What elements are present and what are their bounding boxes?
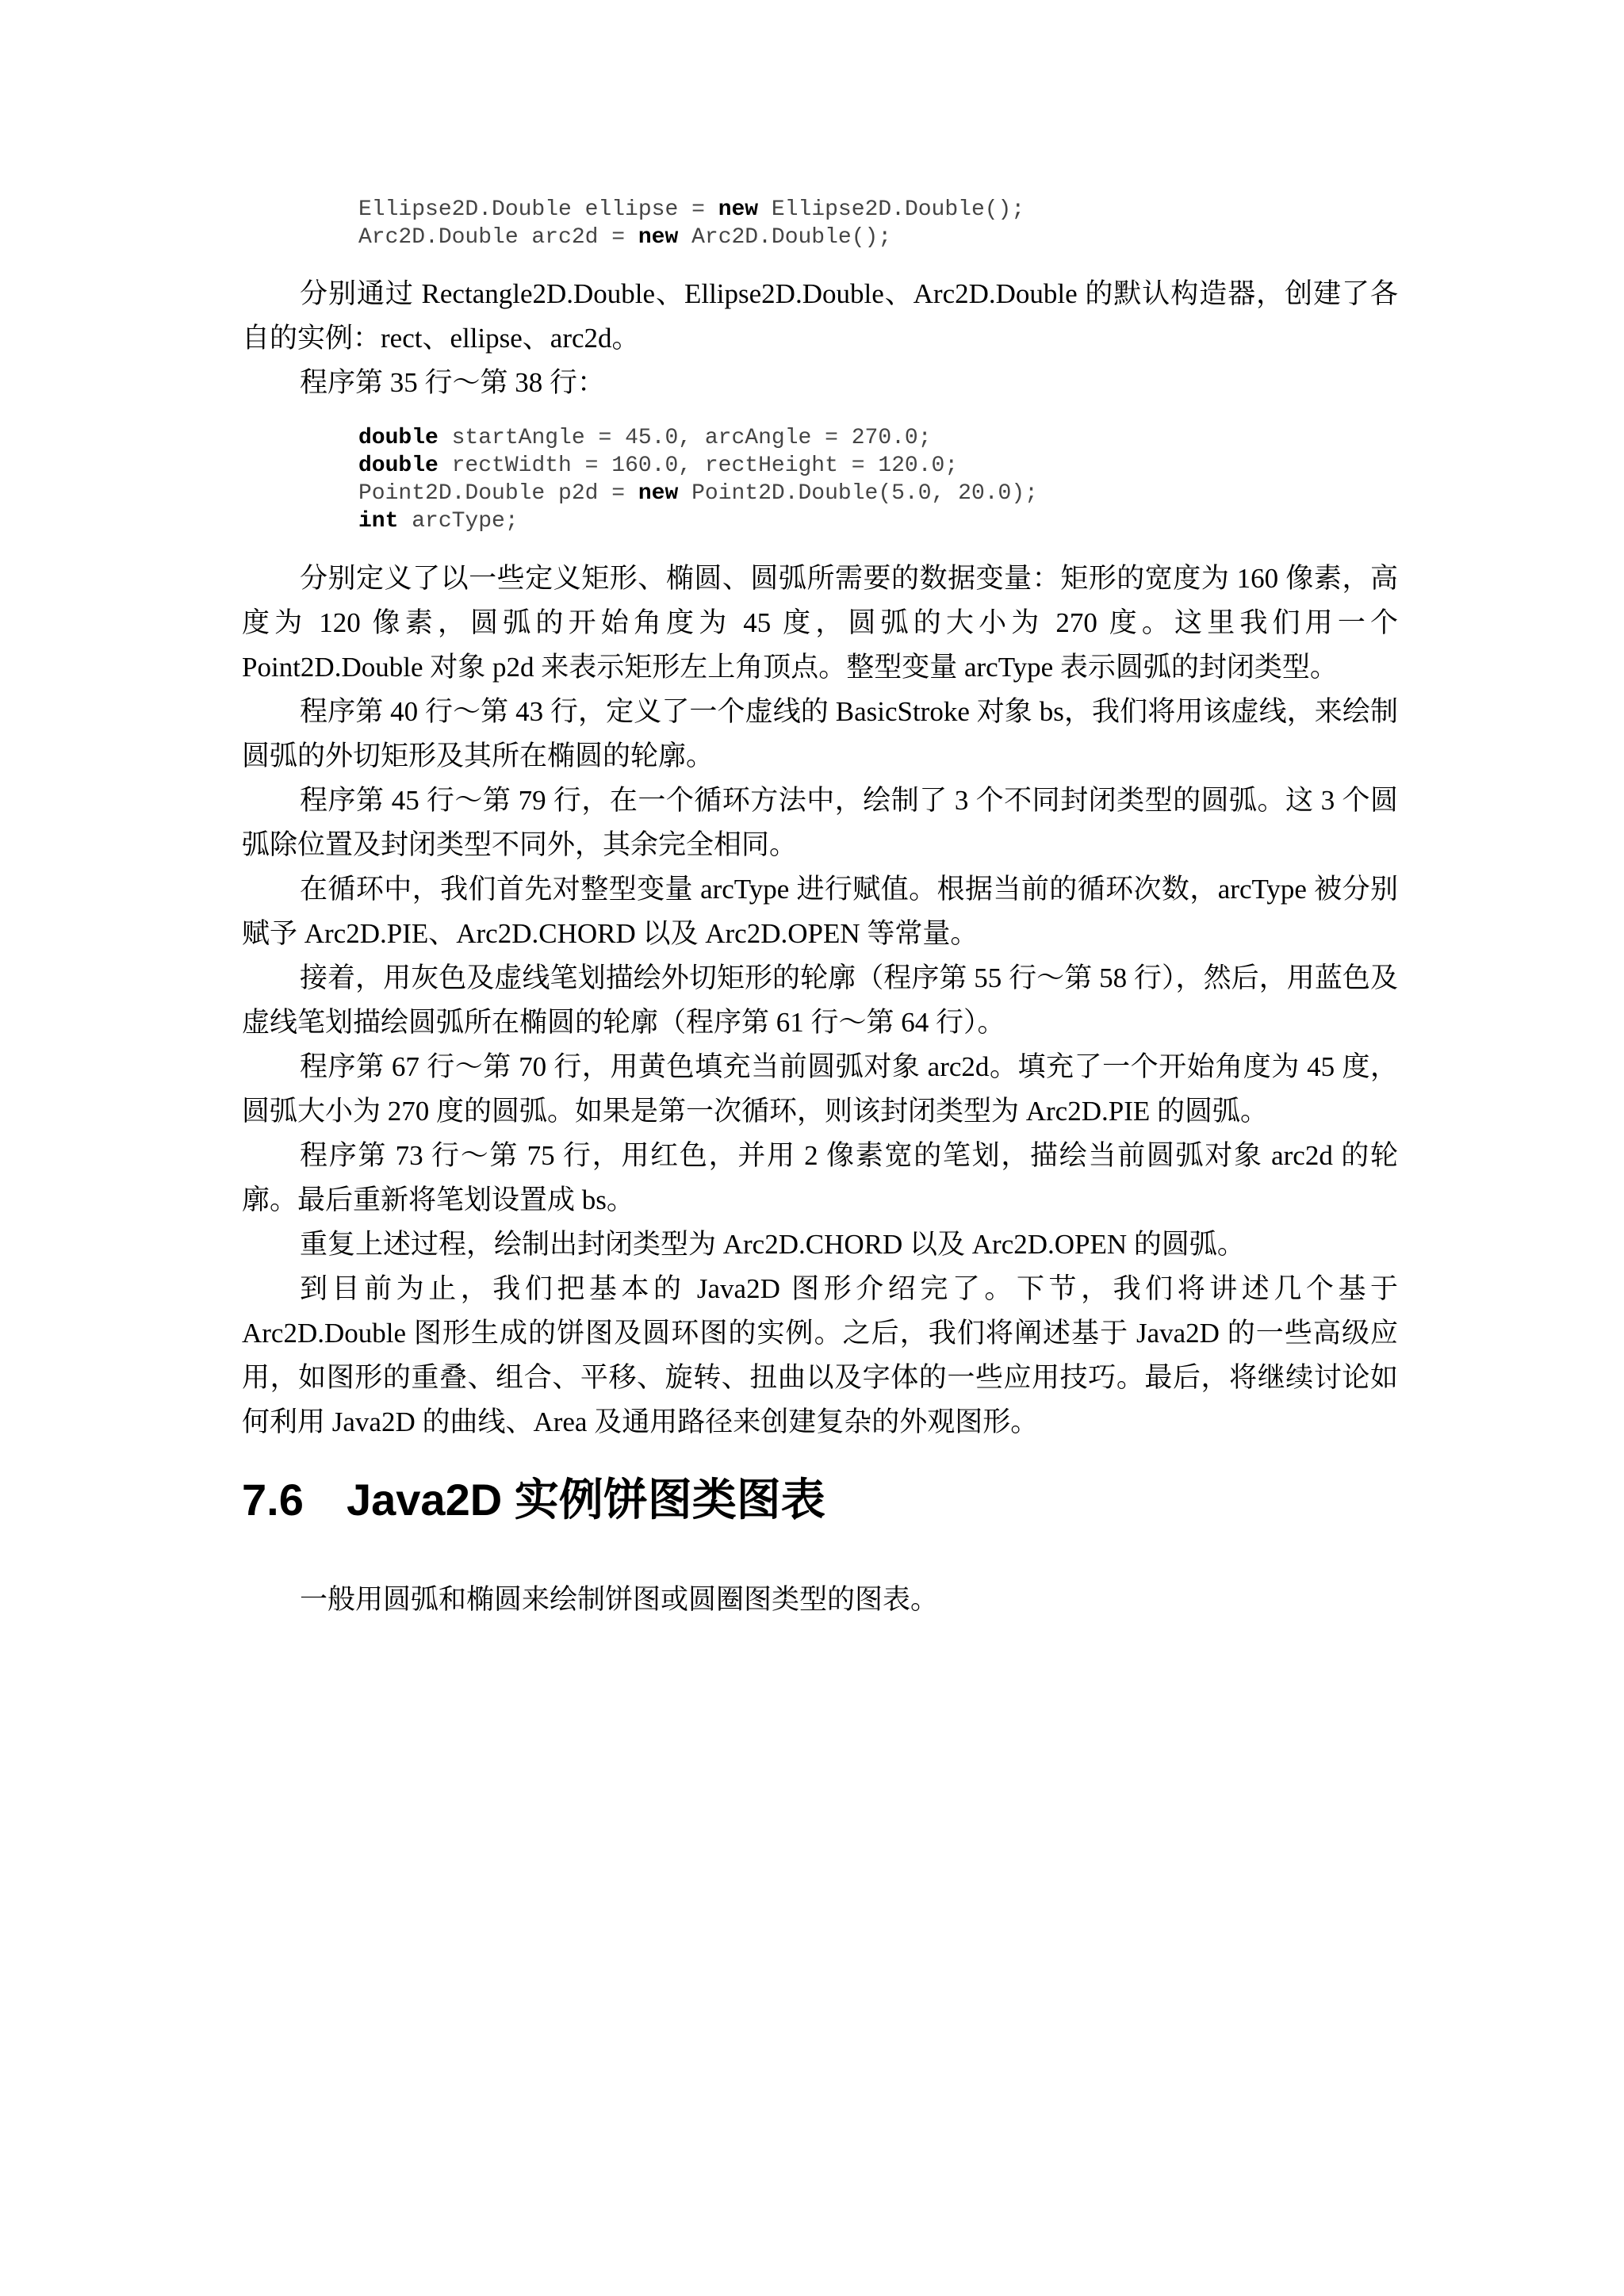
- section-title-text: Java2D 实例饼图类图表: [347, 1475, 825, 1525]
- paragraph: 分别定义了以一些定义矩形、椭圆、圆弧所需要的数据变量：矩形的宽度为 160 像素，高度为 120 像素，圆弧的开始角度为 45 度，圆弧的大小为 270 度。这里我们用一个 Point2D.Double 对象 p2d 来表示矩形左上角顶点。整型变量 arcType 表示圆弧的封闭类型。: [242, 563, 1398, 683]
- code-keyword: double: [358, 426, 439, 450]
- paragraph: 到目前为止，我们把基本的 Java2D 图形介绍完了。下节，我们将讲述几个基于 Arc2D.Double 图形生成的饼图及圆环图的实例。之后，我们将阐述基于 Java2D 的一些高级应用，如图形的重叠、组合、平移、旋转、扭曲以及字体的一些应用技巧。最后，将继续讨论如何利用 Java2D 的曲线、Area 及通用路径来创建复杂的外观图形。: [242, 1273, 1398, 1437]
- body-text-1: [242, 272, 1398, 405]
- code-block-variables: [358, 424, 1038, 535]
- section-intro: 一般用圆弧和椭圆来绘制饼图或圆圈图类型的图表。: [300, 1584, 939, 1615]
- code-keyword: int: [358, 509, 399, 534]
- code-keyword: new: [638, 225, 679, 250]
- code-line: Ellipse2D.Double ellipse = new Ellipse2D.Double();: [358, 197, 1025, 222]
- section-number: 7.6: [242, 1475, 304, 1525]
- code-keyword: new: [638, 481, 679, 506]
- code-line: int arcType;: [358, 509, 519, 534]
- body-text-2: [242, 557, 1398, 1445]
- paragraph: 程序第 67 行～第 70 行，用黄色填充当前圆弧对象 arc2d。填充了一个开始角度为 45 度，圆弧大小为 270 度的圆弧。如果是第一次循环，则该封闭类型为 Arc2D.PIE 的圆弧。: [242, 1051, 1398, 1127]
- code-line: Arc2D.Double arc2d = new Arc2D.Double();: [358, 225, 892, 250]
- paragraph: 在循环中，我们首先对整型变量 arcType 进行赋值。根据当前的循环次数，arcType 被分别赋予 Arc2D.PIE、Arc2D.CHORD 以及 Arc2D.OPEN 等常量。: [242, 874, 1398, 949]
- code-line: Point2D.Double p2d = new Point2D.Double(5.0, 20.0);: [358, 481, 1038, 506]
- code-line: double rectWidth = 160.0, rectHeight = 120.0;: [358, 453, 959, 478]
- paragraph: 接着，用灰色及虚线笔划描绘外切矩形的轮廓（程序第 55 行～第 58 行），然后，用蓝色及虚线笔划描绘圆弧所在椭圆的轮廓（程序第 61 行～第 64 行）。: [242, 962, 1398, 1038]
- code-block-ellipse-arc: [358, 196, 1025, 251]
- code-keyword: new: [718, 197, 759, 222]
- paragraph: 程序第 40 行～第 43 行，定义了一个虚线的 BasicStroke 对象 bs，我们将用该虚线，来绘制圆弧的外切矩形及其所在椭圆的轮廓。: [242, 696, 1398, 771]
- paragraph: 重复上述过程，绘制出封闭类型为 Arc2D.CHORD 以及 Arc2D.OPEN 的圆弧。: [300, 1229, 1245, 1260]
- code-keyword: double: [358, 453, 439, 478]
- paragraph: 程序第 45 行～第 79 行，在一个循环方法中，绘制了 3 个不同封闭类型的圆弧。这 3 个圆弧除位置及封闭类型不同外，其余完全相同。: [242, 785, 1398, 860]
- section-heading: [242, 1471, 825, 1529]
- paragraph: 程序第 35 行～第 38 行：: [300, 367, 606, 398]
- paragraph: 程序第 73 行～第 75 行，用红色，并用 2 像素宽的笔划，描绘当前圆弧对象 arc2d 的轮廓。最后重新将笔划设置成 bs。: [242, 1140, 1398, 1215]
- paragraph: 分别通过 Rectangle2D.Double、Ellipse2D.Double、Arc2D.Double 的默认构造器，创建了各自的实例：rect、ellipse、arc2d。: [242, 278, 1398, 354]
- code-line: double startAngle = 45.0, arcAngle = 270.0;: [358, 426, 932, 450]
